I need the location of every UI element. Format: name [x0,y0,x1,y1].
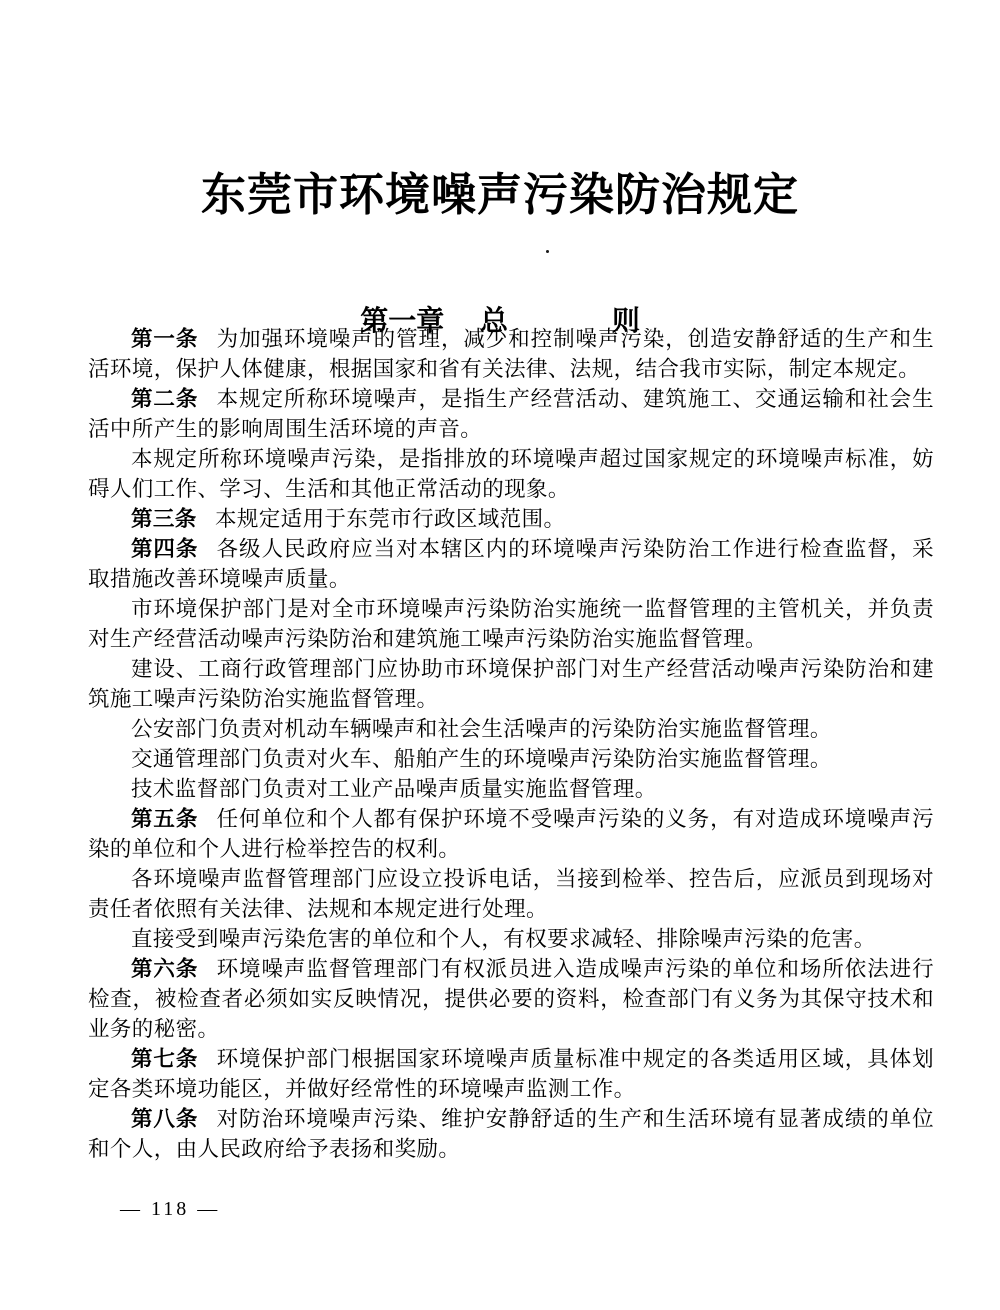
body-paragraph [88,924,934,954]
body-paragraph [88,444,934,504]
body-paragraph [88,1044,934,1104]
paragraph-text: 为加强环境噪声的管理，减少和控制噪声污染，创造安静舒适的生产和生活环境，保护人体健康，根据国家和省有关法律、法规，结合我市实际，制定本规定。 [88,327,934,381]
body-paragraph [88,954,934,1044]
paragraph-text: 直接受到噪声污染危害的单位和个人，有权要求减轻、排除噪声污染的危害。 [131,927,876,951]
document-title: 东莞市环境噪声污染防治规定 [200,169,799,221]
ink-speck [546,250,549,253]
chapter-name-part2: 则 [611,305,640,337]
body-paragraph [88,384,934,444]
article-marker: 第七条 [131,1047,199,1071]
body-paragraph [88,654,934,714]
paragraph-text: 交通管理部门负责对火车、船舶产生的环境噪声污染防治实施监督管理。 [131,747,832,771]
article-marker: 第八条 [131,1107,199,1131]
body-paragraph [88,804,934,864]
chapter-number: 第一章 [360,305,445,337]
article-marker: 第四条 [131,537,199,561]
paragraph-text: 环境噪声监督管理部门有权派员进入造成噪声污染的单位和场所依法进行检查，被检查者必须如实反映情况，提供必要的资料，检查部门有义务为其保守技术和业务的秘密。 [88,957,934,1041]
body-paragraph [88,324,934,384]
page-number: — 118 — [120,1198,221,1220]
paragraph-text: 本规定所称环境噪声污染，是指排放的环境噪声超过国家规定的环境噪声标准，妨碍人们工作、学习、生活和其他正常活动的现象。 [88,447,934,501]
paragraph-text: 本规定适用于东莞市行政区域范围。 [214,507,566,531]
body-paragraph [88,744,934,774]
paragraph-text: 对防治环境噪声污染、维护安静舒适的生产和生活环境有显著成绩的单位和个人，由人民政府给予表扬和奖励。 [88,1107,934,1161]
paragraph-text: 建设、工商行政管理部门应协助市环境保护部门对生产经营活动噪声污染防治和建筑施工噪声污染防治实施监督管理。 [88,657,934,711]
article-marker: 第一条 [131,327,199,351]
body-paragraph [88,714,934,744]
article-marker: 第五条 [131,807,199,831]
body-paragraph [88,774,934,804]
paragraph-text: 本规定所称环境噪声，是指生产经营活动、建筑施工、交通运输和社会生活中所产生的影响周围生活环境的声音。 [88,387,934,441]
paragraph-text: 环境保护部门根据国家环境噪声质量标准中规定的各类适用区域，具体划定各类环境功能区，并做好经常性的环境噪声监测工作。 [88,1047,934,1101]
body-paragraph [88,594,934,654]
article-marker: 第三条 [131,507,197,531]
article-marker: 第二条 [131,387,199,411]
paragraph-text: 公安部门负责对机动车辆噪声和社会生活噪声的污染防治实施监督管理。 [131,717,832,741]
paragraph-text: 各级人民政府应当对本辖区内的环境噪声污染防治工作进行检查监督，采取措施改善环境噪声质量。 [88,537,934,591]
article-marker: 第六条 [131,957,199,981]
body-paragraph [88,1104,934,1164]
document-body [88,324,934,1164]
paragraph-text: 市环境保护部门是对全市环境噪声污染防治实施统一监督管理的主管机关，并负责对生产经营活动噪声污染防治和建筑施工噪声污染防治实施监督管理。 [88,597,934,651]
paragraph-text: 技术监督部门负责对工业产品噪声质量实施监督管理。 [131,777,657,801]
body-paragraph [88,534,934,594]
body-paragraph [88,864,934,924]
body-paragraph [88,504,934,534]
paragraph-text: 任何单位和个人都有保护环境不受噪声污染的义务，有对造成环境噪声污染的单位和个人进行检举控告的权利。 [88,807,934,861]
chapter-name-part1: 总 [479,305,508,337]
paragraph-text: 各环境噪声监督管理部门应设立投诉电话，当接到检举、控告后，应派员到现场对责任者依照有关法律、法规和本规定进行处理。 [88,867,934,921]
